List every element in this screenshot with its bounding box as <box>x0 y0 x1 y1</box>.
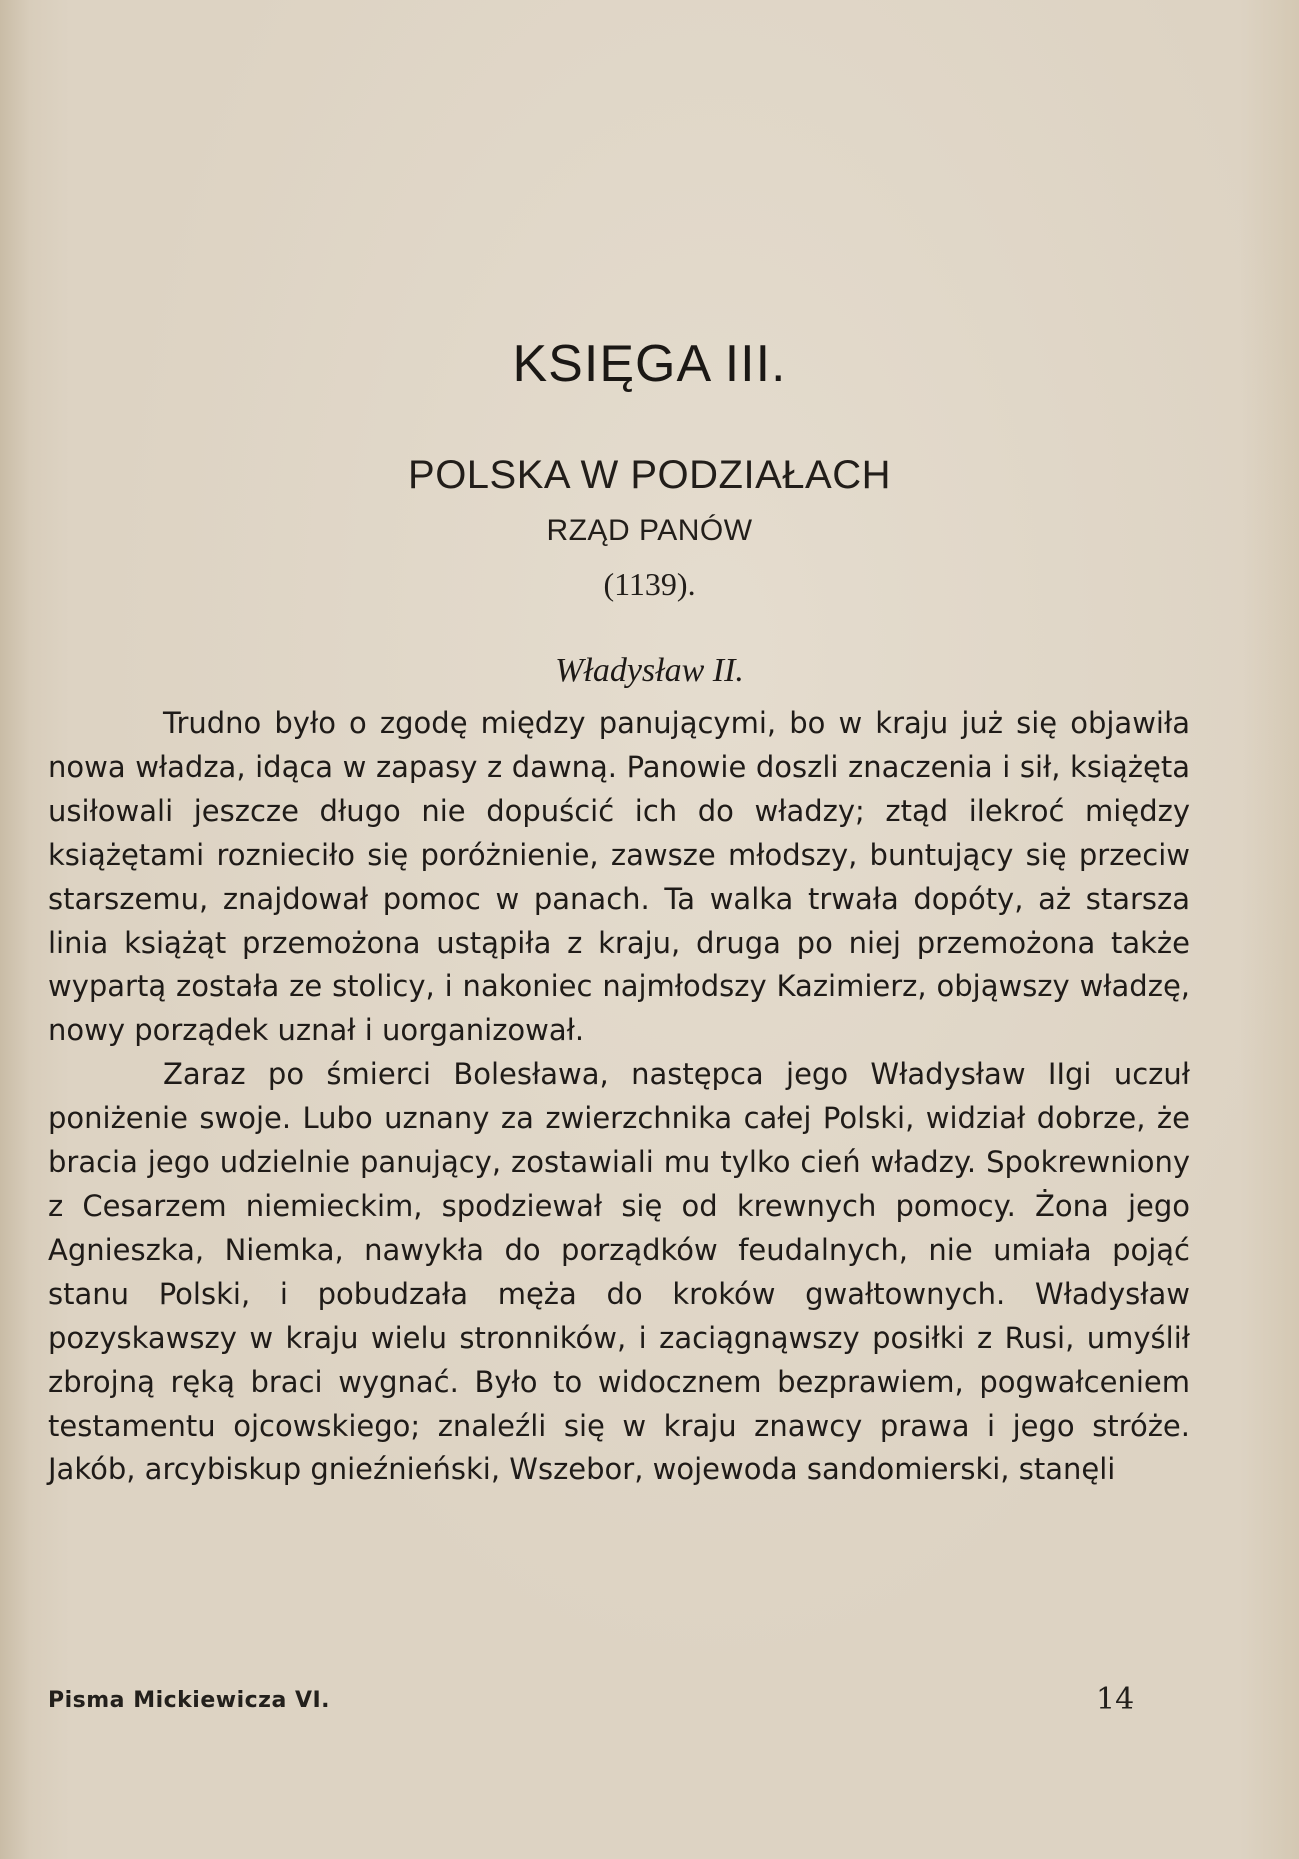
part-title: POLSKA W PODZIAŁACH <box>408 453 891 497</box>
footer-signature: Pisma Mickiewicza VI. <box>48 1688 331 1713</box>
part-subtitle: RZĄD PANÓW <box>546 514 753 547</box>
book-title: KSIĘGA III. <box>512 335 787 393</box>
paragraph: Trudno było o zgodę między panującymi, bo w kraju już się objawiła nowa władza, idąca w zapasy z dawną. Panowie doszli znaczenia i sił, książęta usiłowali jeszcze długo nie dopuścić ich do władzy; ztąd ilekroć między książętami roznieciło się poróżnienie, zawsze młodszy, buntujący się przeciw starszemu, znajdował pomoc w panach. Ta walka trwała dopóty, aż starsza linia książąt przemożona ustąpiła z kraju, druga po niej przemożona także wypartą została ze stolicy, i nakoniec najmłodszy Kazimierz, objąwszy władzę, nowy porządek uznał i uorganizował. <box>48 706 1190 1048</box>
page-number: 14 <box>1096 1682 1135 1717</box>
section-heading: Władysław II. <box>555 652 744 689</box>
body-text <box>48 702 1190 1492</box>
part-date: (1139). <box>603 566 696 602</box>
paragraph: Zaraz po śmierci Bolesława, następca jego Władysław IIgi uczuł poniżenie swoje. Lubo uznany za zwierzchnika całej Polski, widział dobrze, że bracia jego udzielnie panujący, zostawiali mu tylko cień władzy. Spokrewniony z Cesarzem niemieckim, spodziewał się od krewnych pomocy. Żona jego Agnieszka, Niemka, nawykła do porządków feudalnych, nie umiała pojąć stanu Polski, i pobudzała męża do kroków gwałtownych. Władysław pozyskawszy w kraju wielu stronników, i zaciągnąwszy posiłki z Rusi, umyślił zbrojną ręką braci wygnać. Było to widocznem bezprawiem, pogwałceniem testamentu ojcowskiego; znaleźli się w kraju znawcy prawa i jego stróże. Jakób, arcybiskup gnieźnieński, Wszebor, wojewoda sandomierski, stanęli <box>48 1057 1190 1487</box>
